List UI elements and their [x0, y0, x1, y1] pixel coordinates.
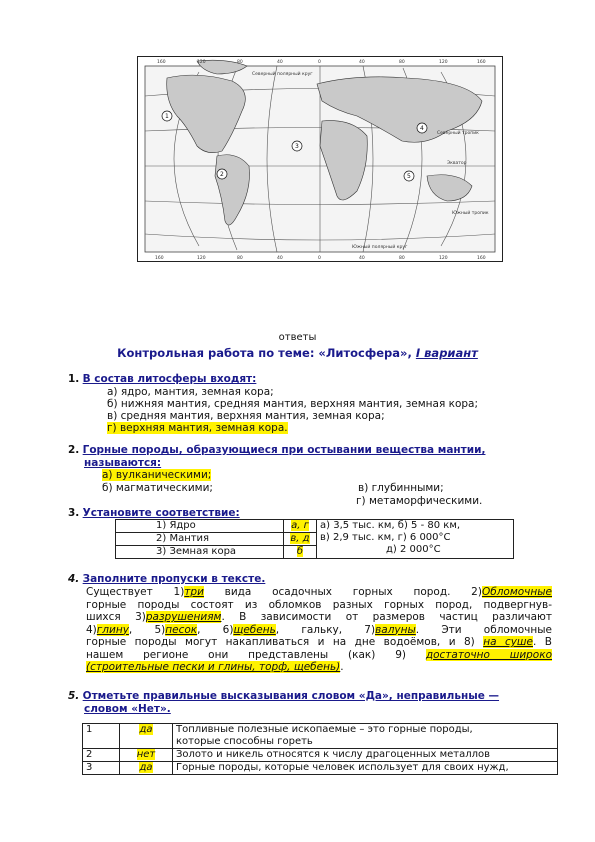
map-marker-2: 2 — [220, 171, 224, 178]
question-text: Горные породы, образующиеся при остывании вещества мантии, — [82, 444, 486, 456]
question-number: 3. — [68, 507, 80, 519]
map-top-tick: 120 — [439, 60, 448, 65]
match-answer: б — [284, 546, 317, 559]
map-marker-3: 3 — [295, 143, 299, 150]
map-bottom-tick: 120 — [197, 256, 206, 261]
highlighted-answer: г) верхняя мантия, земная кора. — [107, 422, 288, 434]
answer-option: б) нижняя мантия, средняя мантия, верхняя мантия, земная кора; — [107, 398, 479, 410]
blank-answer: на суше — [483, 636, 533, 648]
question-text: В состав литосферы входят: — [82, 373, 257, 385]
blank-answer: (строительные пески и глины, торф, щебень) — [86, 661, 341, 673]
question-text-cont: словом «Нет». — [84, 703, 171, 715]
map-bottom-tick: 40 — [359, 256, 365, 261]
question-text: Установите соответствие: — [82, 507, 240, 519]
true-false-table — [82, 723, 558, 775]
match-answer: а, г — [284, 520, 317, 533]
map-label: Северный полярный круг — [252, 72, 313, 77]
row-number: 1 — [83, 724, 120, 749]
match-item: 2) Мантия — [116, 533, 284, 546]
map-bottom-tick: 0 — [318, 256, 321, 261]
question-number: 5. — [68, 690, 80, 702]
match-options: а) 3,5 тыс. км, б) 5 - 80 км, в) 2,9 тыс. км, г) 6 000°С д) 2 000°С — [317, 520, 514, 559]
map-top-tick: 80 — [399, 60, 405, 65]
answer-option: г) метаморфическими. — [356, 495, 483, 507]
map-top-tick: 40 — [359, 60, 365, 65]
question-5 — [68, 690, 499, 702]
blank-answer: щебень — [233, 623, 276, 636]
fill-text: Существует 1)три вида осадочных горных пород. 2)Обломочные горные породы состоят из обломков разных горных пород, подвергнув- шихся 3)разрушениям. В зависимости от размеров частиц различают 4)глину, 5)песок, 6)щебень, гальку, 7)валуны. Эти обломочные горные породы могут накапливаться и на дне водоёмов, и 8) на суше. В нашем регионе они представлены (как) 9) достаточно широко (строительные пески и глины, торф, щебень). — [86, 586, 553, 673]
answer-option: в) средняя мантия, верхняя мантия, земная кора; — [107, 410, 385, 422]
answer-option: в) глубинными; — [358, 482, 444, 494]
blank-answer: валуны — [375, 623, 416, 636]
map-label: Экватор — [447, 161, 467, 166]
map-bottom-tick: 80 — [399, 256, 405, 261]
correct-option — [107, 422, 288, 434]
map-marker-1: 1 — [165, 113, 169, 120]
question-1 — [68, 373, 256, 385]
match-item: 1) Ядро — [116, 520, 284, 533]
blank-answer: разрушениям — [145, 611, 222, 623]
map-top-tick: 120 — [197, 60, 206, 65]
question-number: 2. — [68, 444, 80, 456]
blank-answer: Обломочные — [481, 586, 552, 598]
question-text-cont: называются: — [84, 457, 162, 469]
row-answer: нет — [120, 749, 173, 762]
map-marker-5: 5 — [407, 173, 411, 180]
highlighted-answer: а) вулканическими; — [102, 469, 212, 481]
answers-label: ответы — [278, 332, 317, 343]
matching-table — [115, 519, 514, 559]
question-number: 1. — [68, 373, 80, 385]
row-answer: да — [120, 762, 173, 775]
page-title — [0, 346, 595, 360]
blank-answer: три — [184, 586, 204, 598]
map-top-tick: 160 — [157, 60, 166, 65]
map-top-tick: 0 — [318, 60, 321, 65]
row-number: 3 — [83, 762, 120, 775]
match-item: 3) Земная кора — [116, 546, 284, 559]
variant-label: I вариант — [415, 346, 478, 360]
map-top-tick: 80 — [237, 60, 243, 65]
correct-option — [102, 469, 211, 481]
question-text: Отметьте правильные высказывания словом «Да», неправильные — — [82, 690, 500, 702]
row-statement: Топливные полезные ископаемые – это горные породы, которые способны гореть — [173, 724, 558, 749]
map-label: Южный тропик — [452, 211, 489, 216]
row-statement: Горные породы, которые человек использует для своих нужд, — [173, 762, 558, 775]
answer-option: б) магматическими; — [102, 482, 213, 494]
question-text: Заполните пропуски в тексте. — [82, 573, 266, 585]
blank-answer: глину — [96, 623, 129, 636]
question-number: 4. — [68, 573, 80, 585]
map-bottom-tick: 80 — [237, 256, 243, 261]
map-top-tick: 160 — [477, 60, 486, 65]
map-bottom-tick: 160 — [155, 256, 164, 261]
map-label: Северный тропик — [437, 131, 479, 136]
answer-option: а) ядро, мантия, земная кора; — [107, 386, 274, 398]
map-top-tick: 40 — [277, 60, 283, 65]
match-answer: в, д — [284, 533, 317, 546]
world-map — [137, 56, 503, 262]
question-2 — [68, 444, 485, 456]
map-bottom-tick: 160 — [477, 256, 486, 261]
row-answer: да — [120, 724, 173, 749]
map-bottom-tick: 40 — [277, 256, 283, 261]
question-3 — [68, 507, 240, 519]
blank-answer: достаточно широко — [425, 648, 552, 661]
blank-answer: песок — [165, 623, 198, 636]
row-number: 2 — [83, 749, 120, 762]
question-4 — [68, 573, 265, 585]
title-text: Контрольная работа по теме: «Литосфера», — [117, 346, 412, 360]
map-bottom-tick: 120 — [439, 256, 448, 261]
map-label: Южный полярный круг — [352, 245, 408, 250]
row-statement: Золото и никель относятся к числу драгоценных металлов — [173, 749, 558, 762]
map-marker-4: 4 — [420, 125, 424, 132]
